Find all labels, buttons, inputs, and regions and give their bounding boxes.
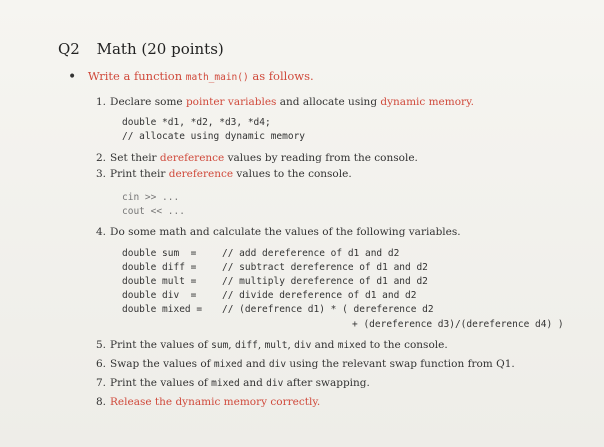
code-diff-decl: double diff = <box>122 262 197 273</box>
code-diff-comment: // subtract dereference of d1 and d2 <box>222 262 428 273</box>
bullet-prefix: Write a function <box>87 69 186 83</box>
code-mixed-continuation: + (dereference d3)/(dereference d4) ) <box>352 319 564 330</box>
code-div-comment: // divide dereference of d1 and d2 <box>222 290 417 301</box>
highlight-release-memory: Release the dynamic memory correctly. <box>110 396 321 408</box>
list-item-8: 8. Release the dynamic memory correctly. <box>96 396 321 408</box>
question-heading <box>58 40 224 58</box>
question-title: Math (20 points) <box>96 40 224 58</box>
question-number: Q2 <box>58 40 80 58</box>
bullet-function-name: math_main() <box>185 72 249 83</box>
list-item-5: 5. Print the values of sum, diff, mult, div and mixed to the console. <box>96 339 448 351</box>
code-declare-line: double *d1, *d2, *d3, *d4; <box>122 117 271 128</box>
code-cout-line: cout << ... <box>122 206 185 217</box>
code-sum-decl: double sum = <box>122 248 197 259</box>
highlight-dynamic-memory: dynamic memory. <box>380 96 474 108</box>
task-bullet <box>68 69 314 85</box>
code-div-decl: double div = <box>122 290 197 301</box>
code-sum-comment: // add dereference of d1 and d2 <box>222 248 400 259</box>
code-mixed-decl: double mixed = <box>122 304 203 315</box>
highlight-pointer-variables: pointer variables <box>185 96 277 108</box>
list-item-7: 7. Print the values of mixed and div after swapping. <box>96 377 370 389</box>
code-mult-decl: double mult = <box>122 276 197 287</box>
list-item-6: 6. Swap the values of mixed and div using the relevant swap function from Q1. <box>96 358 515 370</box>
list-item-1: 1. Declare some pointer variables and allocate using dynamic memory. <box>96 96 474 108</box>
code-cin-line: cin >> ... <box>122 192 180 203</box>
list-item-2: 2. Set their dereference values by reading from the console. <box>96 152 418 164</box>
bullet-dot-icon: • <box>68 69 77 85</box>
code-allocate-comment: // allocate using dynamic memory <box>122 131 306 142</box>
bullet-suffix: as follows. <box>248 69 314 83</box>
code-mult-comment: // multiply dereference of d1 and d2 <box>222 276 428 287</box>
list-item-4: 4. Do some math and calculate the values of the following variables. <box>96 226 461 238</box>
code-mixed-comment: // (derefrence d1) * ( dereference d2 <box>222 304 434 315</box>
list-item-3: 3. Print their dereference values to the console. <box>96 168 352 180</box>
